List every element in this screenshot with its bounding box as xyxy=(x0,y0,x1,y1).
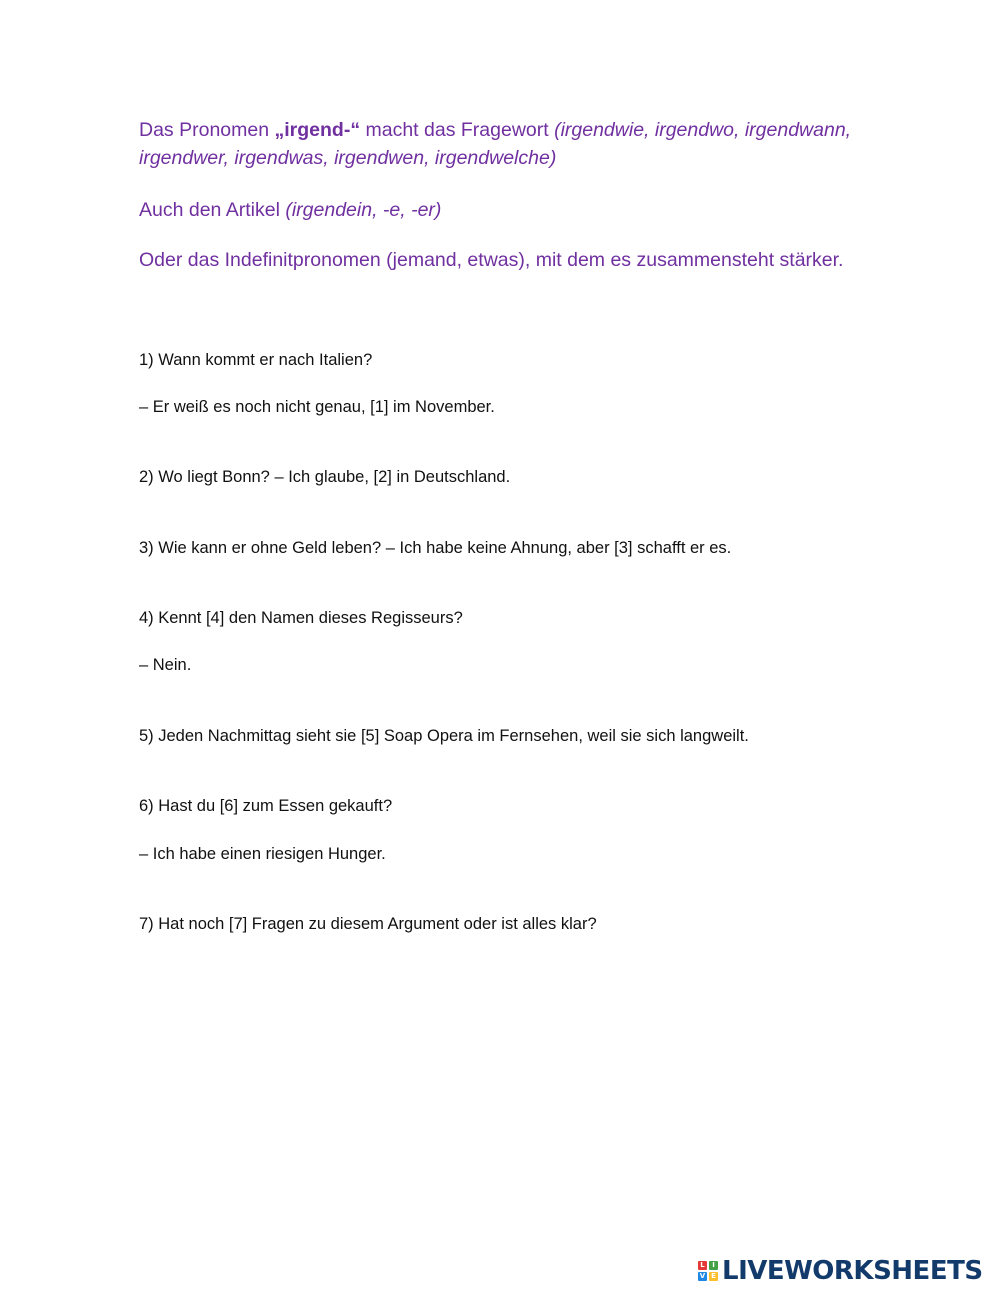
question-3: 3) Wie kann er ohne Geld leben? – Ich habe keine Ahnung, aber [3] schafft er es. xyxy=(139,539,732,557)
question-2: 2) Wo liegt Bonn? – Ich glaube, [2] in Deutschland. xyxy=(139,468,511,486)
liveworksheets-logo-mark-icon xyxy=(698,1261,718,1281)
intro-paragraph-2 xyxy=(139,196,859,224)
logo-mark-tile: L xyxy=(698,1261,707,1270)
intro-p2-text-a: Auch den Artikel xyxy=(139,199,286,221)
intro-p1-bold-term: „irgend-“ xyxy=(274,119,361,141)
intro-p2-italic-examples: (irgendein, -e, -er) xyxy=(285,199,442,221)
intro-p1-italic-examples: (irgendwie, irgendwo, irgendwann, irgendwer, irgendwas, irgendwen, irgendwelche) xyxy=(139,119,852,169)
intro-p1-text-a: Das Pronomen xyxy=(139,119,275,141)
question-4: 4) Kennt [4] den Namen dieses Regisseurs? xyxy=(139,609,463,627)
answer-1: – Er weiß es noch nicht genau, [1] im November. xyxy=(139,398,495,416)
logo-mark-tile: E xyxy=(709,1272,718,1281)
intro-p1-text-b: macht das Fragewort xyxy=(360,119,555,141)
intro-paragraph-3: Oder das Indefinitpronomen (jemand, etwas), mit dem es zusammensteht stärker. xyxy=(139,249,844,271)
question-5: 5) Jeden Nachmittag sieht sie [5] Soap Opera im Fernsehen, weil sie sich langweilt. xyxy=(139,727,749,745)
question-1: 1) Wann kommt er nach Italien? xyxy=(139,351,373,369)
intro-paragraph-1 xyxy=(139,116,859,172)
logo-mark-tile: I xyxy=(709,1261,718,1270)
liveworksheets-logo-text: LIVEWORKSHEETS xyxy=(722,1256,983,1286)
liveworksheets-logo xyxy=(698,1256,983,1286)
question-6: 6) Hast du [6] zum Essen gekauft? xyxy=(139,797,393,815)
logo-mark-tile: V xyxy=(699,1272,706,1280)
answer-4: – Nein. xyxy=(139,656,192,674)
answer-6: – Ich habe einen riesigen Hunger. xyxy=(139,845,386,863)
question-7: 7) Hat noch [7] Fragen zu diesem Argument oder ist alles klar? xyxy=(139,915,597,933)
